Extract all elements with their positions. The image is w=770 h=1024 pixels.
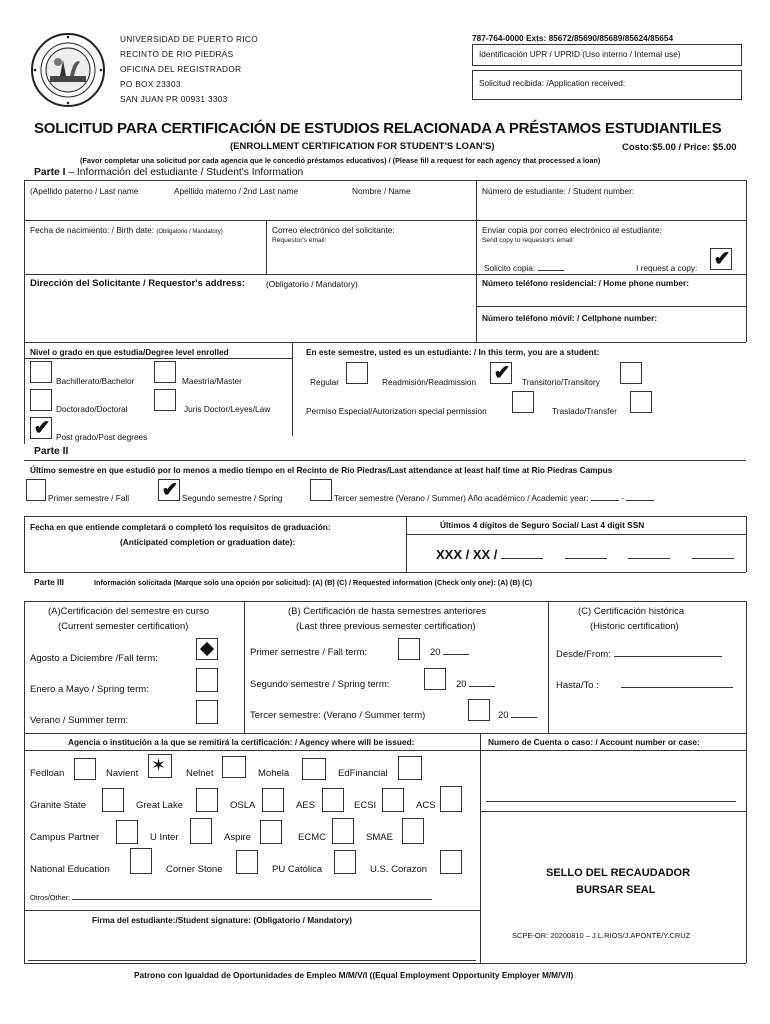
birth-date-label: Fecha de nacimiento: / Birth date:: [30, 225, 155, 235]
colC-from-label: Desde/From:: [556, 649, 611, 660]
agency-acs-label: ACS: [416, 800, 436, 811]
colA-fall-label: Agosto a Diciembre /Fall term:: [30, 653, 158, 664]
agency-campus-label: Campus Partner: [30, 832, 100, 843]
agency-fedloan-checkbox[interactable]: [74, 758, 96, 780]
colA-summer-label: Verano / Summer term:: [30, 715, 129, 726]
colB-fall-checkbox[interactable]: [398, 638, 420, 660]
checkmark-icon: ✔: [493, 362, 511, 384]
colC-to-label: Hasta/To :: [556, 680, 599, 691]
address-mandatory: (Obligatorio / Mandatory): [266, 279, 358, 289]
colA-title: (A)Certificación del semestre en curso: [48, 606, 210, 617]
degree-level-heading: Nivel o grado en que estudia/Degree level enrolled: [30, 347, 229, 357]
part1-heading: – Información del estudiante / Student's Information: [65, 167, 304, 178]
univ-line-4: PO BOX 23303: [120, 79, 181, 89]
agency-uscorazon-label: U.S. Corazon: [370, 864, 428, 875]
colC-to-field[interactable]: [621, 687, 733, 688]
colB-title: (B) Certificación de hasta semestres anteriores: [288, 606, 486, 617]
third-sem-checkbox[interactable]: [310, 479, 332, 501]
cost-label: Costo:$5.00 / Price: $5.00: [622, 142, 737, 153]
agency-cornerstone-label: Corner Stone: [166, 864, 223, 875]
others-field[interactable]: [72, 899, 432, 900]
page-subtitle: (ENROLLMENT CERTIFICATION FOR STUDENT'S LOAN'S): [230, 141, 495, 152]
agency-aes-label: AES: [296, 800, 316, 811]
agency-mohela-label: Mohela: [258, 768, 290, 779]
part3-info: Información solicitada (Marque solo una opción por solicitud): (A) (B) (C) / Requested information (Check only one): (A) (B) (C): [94, 578, 533, 587]
first-sem-label: Primer semestre / Fall: [48, 493, 130, 503]
agency-ecmc-label: ECMC: [298, 832, 326, 843]
agency-national-checkbox[interactable]: [130, 848, 152, 874]
status-readmission-checkbox[interactable]: [490, 362, 512, 384]
colB-fall-label: Primer semestre / Fall term:: [250, 647, 368, 658]
upr-id-field[interactable]: [472, 44, 742, 66]
page-title: SOLICITUD PARA CERTIFICACIÓN DE ESTUDIOS RELACIONADA A PRÉSTAMOS ESTUDIANTILES: [34, 120, 722, 137]
colC-from-field[interactable]: [614, 656, 722, 657]
agency-smae-checkbox[interactable]: [402, 818, 424, 844]
colB-summer-checkbox[interactable]: [468, 699, 490, 721]
agency-nelnet-checkbox[interactable]: [222, 756, 246, 778]
agency-aspire-label: Aspire: [224, 832, 251, 843]
colC-subtitle: (Historic certification): [590, 621, 679, 632]
colB-summer-year: 20: [498, 710, 509, 721]
colA-subtitle: (Current semester certification): [58, 621, 189, 632]
mother-name-label: Apellido materno / 2nd Last name: [174, 186, 299, 196]
agency-aes-checkbox[interactable]: [322, 788, 344, 812]
star-icon: ✶: [151, 755, 167, 775]
second-sem-label: Segundo semestre / Spring: [182, 493, 283, 503]
part2-label: Parte II: [34, 446, 69, 457]
status-transfer-label: Traslado/Transfer: [552, 406, 617, 416]
postgrad-checkbox[interactable]: [30, 417, 52, 439]
master-label: Maestría/Master: [182, 376, 242, 386]
last-attendance-label: Último semestre en que estudió por lo menos a medio tiempo en el Recinto de Río Piedras/Last attendance at least half time at Rio Piedras Campus: [30, 465, 613, 475]
agency-heading: Agencia o institución a la que se remitirá la certificación: / Agency where will be issued:: [68, 737, 415, 747]
phone-extensions: 787-764-0000 Exts: 85672/85690/85689/85624/85654: [472, 33, 674, 43]
univ-line-1: UNIVERSIDAD DE PUERTO RICO: [120, 34, 258, 44]
agency-mohela-checkbox[interactable]: [302, 758, 326, 780]
send-copy-label: Enviar copia por correo electrónico al estudiante:: [482, 225, 662, 235]
agency-aspire-checkbox[interactable]: [260, 820, 282, 844]
ssn-label: Últimos 4 dígitos de Seguro Social/ Last 4 digit SSN: [440, 520, 645, 530]
agency-navient-checkbox[interactable]: [148, 754, 172, 778]
colB-spring-checkbox[interactable]: [424, 668, 446, 690]
colA-fall-checkbox[interactable]: [196, 638, 218, 660]
copy-request-checkbox[interactable]: [710, 248, 732, 270]
student-number-label: Número de estudiante: / Student number:: [482, 186, 635, 196]
email-label: Correo electrónico del solicitante:: [272, 225, 395, 235]
agency-nelnet-label: Nelnet: [186, 768, 214, 779]
agency-edfinancial-label: EdFinancial: [338, 768, 388, 779]
university-seal: [30, 32, 106, 108]
second-sem-checkbox[interactable]: [158, 479, 180, 501]
agency-uscorazon-checkbox[interactable]: [440, 850, 462, 874]
agency-osla-label: OSLA: [230, 800, 256, 811]
ssn-prefix: XXX / XX /: [436, 547, 498, 562]
agency-osla-checkbox[interactable]: [262, 788, 284, 812]
agency-ecmc-checkbox[interactable]: [332, 818, 354, 844]
checkmark-icon: ✔: [713, 248, 731, 270]
postgrad-label: Post grado/Post degrees: [56, 432, 148, 442]
signature-label: Firma del estudiante:/Student signature: (Obligatorio / Mandatory): [92, 915, 352, 925]
copy-request-en-label: I request a copy:: [636, 263, 698, 273]
colB-summer-label: Tercer semestre: (Verano / Summer term): [250, 710, 426, 721]
agency-granite-checkbox[interactable]: [102, 788, 124, 812]
agency-edfinancial-checkbox[interactable]: [398, 756, 422, 780]
checkmark-icon: ✔: [33, 417, 51, 439]
cell-phone-label: Número teléfono móvil: / Cellphone number:: [482, 313, 658, 323]
account-heading: Numero de Cuenta o caso: / Account number or case:: [488, 737, 700, 747]
status-transitory-label: Transitorio/Transitory: [522, 377, 600, 387]
status-special-checkbox[interactable]: [512, 391, 534, 413]
status-readmission-label: Readmisión/Readmission: [382, 377, 477, 387]
address-label: Dirección del Solicitante / Requestor's address:: [30, 278, 246, 289]
form-code: SCPE-OR: 20200810 – J.L.RIOS/J.APONTE/Y.CRUZ: [512, 931, 691, 940]
status-transitory-checkbox[interactable]: [620, 362, 642, 384]
ssn-digit-field[interactable]: [501, 558, 543, 559]
status-regular-label: Regular: [310, 377, 340, 387]
first-name-label: Nombre / Name: [352, 186, 411, 196]
agency-ecsi-checkbox[interactable]: [382, 788, 404, 812]
agency-greatlake-label: Great Lake: [136, 800, 183, 811]
bachelor-label: Bachillerato/Bachelor: [56, 376, 135, 386]
send-copy-label-en: Send copy to requestor's email:: [482, 237, 575, 244]
grad-date-label: Fecha en que entiende completará o completó los requisitos de graduación:: [30, 522, 331, 532]
grad-date-label-en: (Anticipated completion or graduation date):: [120, 537, 296, 547]
colA-spring-checkbox[interactable]: [196, 668, 218, 692]
colB-spring-label: Segundo semestre / Spring term:: [250, 679, 390, 690]
application-received-label: Solicitud recibida: /Application received:: [479, 78, 626, 88]
copy-request-label: Solicito copia:: [484, 263, 536, 273]
footer-text: Patrono con Igualdad de Oportunidades de Empleo M/M/V/I ((Equal Employment Opportunity Employer M/M/V/I): [134, 970, 574, 980]
agency-uinter-checkbox[interactable]: [190, 818, 212, 844]
colA-spring-label: Enero a Mayo / Spring term:: [30, 684, 149, 695]
law-label: Juris Doctor/Leyes/Law: [184, 404, 271, 414]
application-received-field[interactable]: [472, 70, 742, 100]
agency-greatlake-checkbox[interactable]: [196, 788, 218, 812]
seal-line-1: SELLO DEL RECAUDADOR: [546, 867, 691, 879]
status-heading: En este semestre, usted es un estudiante: / In this term, you are a student:: [306, 347, 600, 357]
third-sem-label: Tercer semestre (Verano / Summer) Año académico / Academic year:: [334, 493, 589, 503]
agency-smae-label: SMAE: [366, 832, 393, 843]
last-name-label: (Apellido paterno / Last name: [30, 186, 139, 196]
selected-diamond-icon: [200, 642, 214, 656]
colB-fall-year: 20: [430, 647, 441, 658]
colB-subtitle: (Last three previous semester certification): [296, 621, 476, 632]
law-checkbox[interactable]: [154, 389, 176, 411]
home-phone-label: Número teléfono residencial: / Home phone number:: [482, 278, 689, 288]
univ-line-5: SAN JUAN PR 00931 3303: [120, 94, 228, 104]
agency-acs-checkbox[interactable]: [440, 786, 462, 812]
agency-campus-checkbox[interactable]: [116, 820, 138, 844]
first-sem-checkbox[interactable]: [26, 479, 46, 501]
checkmark-icon: ✔: [161, 479, 179, 501]
part3-label: Parte III: [34, 577, 64, 587]
status-regular-checkbox[interactable]: [346, 362, 368, 384]
agency-cornerstone-checkbox[interactable]: [236, 850, 258, 874]
account-number-field[interactable]: [486, 801, 736, 802]
others-label: Otros/Other:: [30, 893, 71, 902]
doctoral-label: Doctorado/Doctoral: [56, 404, 128, 414]
status-transfer-checkbox[interactable]: [630, 391, 652, 413]
agency-granite-label: Granite State: [30, 800, 86, 811]
agency-pucatolica-label: PU Católica: [272, 864, 323, 875]
agency-fedloan-label: Fedloan: [30, 768, 65, 779]
agency-ecsi-label: ECSI: [354, 800, 377, 811]
agency-pucatolica-checkbox[interactable]: [334, 850, 356, 874]
instruction-text: (Favor completar una solicitud por cada agencia que le concedió préstamos educativos) / (Please fill a request for each agency that processed a loan): [80, 156, 601, 165]
email-label-en: Requestor's email:: [272, 237, 327, 244]
agency-navient-label: Navient: [106, 768, 139, 779]
doctoral-checkbox[interactable]: [30, 389, 52, 411]
univ-line-2: RECINTO DE RIO PIEDRAS: [120, 49, 234, 59]
agency-uinter-label: U Inter: [150, 832, 179, 843]
bachelor-checkbox[interactable]: [30, 361, 52, 383]
colB-spring-year: 20: [456, 679, 467, 690]
birth-mandatory: (Obligatorio / Mandatory): [156, 229, 223, 235]
master-checkbox[interactable]: [154, 361, 176, 383]
signature-field[interactable]: [28, 960, 476, 961]
colC-title: (C) Certificación histórica: [578, 606, 685, 617]
part1-label: Parte I: [34, 167, 66, 178]
agency-national-label: National Education: [30, 864, 110, 875]
status-special-label: Permiso Especial/Autorization special permission: [306, 406, 487, 416]
univ-line-3: OFICINA DEL REGISTRADOR: [120, 64, 242, 74]
upr-id-label: Identificación UPR / UPRID (Uso interno / Internal use): [479, 49, 681, 59]
colA-summer-checkbox[interactable]: [196, 700, 218, 724]
seal-line-2: BURSAR SEAL: [576, 884, 656, 896]
